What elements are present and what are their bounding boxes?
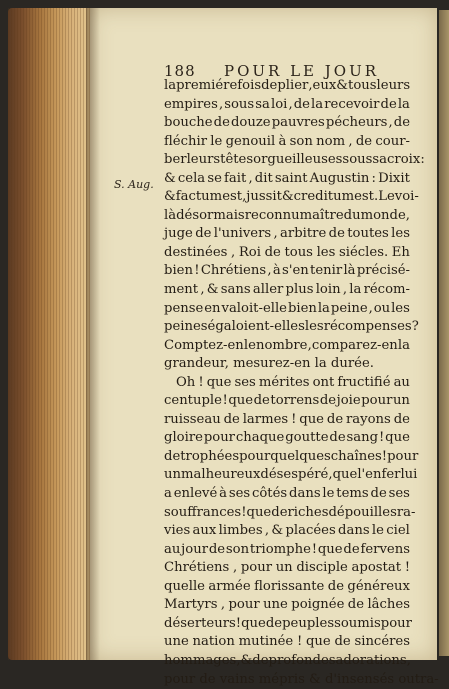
text-line: ber leurs têtes orgueilleuses sous sa croix: xyxy=(164,151,410,170)
text-line: fléchir le genouil à son nom , de cour- xyxy=(164,133,410,152)
facing-page-edge xyxy=(439,10,449,656)
spine-shadow xyxy=(86,8,100,660)
text-line: la premiére fois de plier , eux & tous leurs xyxy=(164,77,410,96)
text-line: Comptez-en le nombre , comparez-en la xyxy=(164,337,410,356)
text-line: centuple ! que de torrens de joie pour un xyxy=(164,392,410,411)
text-line: Oh ! que ses mérites ont fructifié au xyxy=(164,374,410,393)
text-line: gloire pour chaque goutte de sang ! que xyxy=(164,429,410,448)
text-line: & factum est , jussit & creditum est. Le voi- xyxy=(164,188,410,207)
text-line: juge de l'univers , arbitre de toutes les xyxy=(164,225,410,244)
text-line: ment , & sans aller plus loin , la récom- xyxy=(164,281,410,300)
text-line: de trophées pour quelques chaînes ! pour xyxy=(164,448,410,467)
text-line: vies aux limbes , & placées dans le ciel xyxy=(164,522,410,541)
text-line: bouche de douze pauvres pécheurs , de xyxy=(164,114,410,133)
text-line: pense en valoit-elle bien la peine , ou les xyxy=(164,300,410,319)
text-line: un malheureux désespéré , que l'enfer lui xyxy=(164,466,410,485)
text-line: empires , sous sa loi , de la recevoir de la xyxy=(164,96,410,115)
text-line: peines égaloient-elles les récompenses ? xyxy=(164,318,410,337)
text-line: Martyrs , pour une poignée de lâches xyxy=(164,596,410,615)
text-line: souffrances ! que de riches dépouilles ra- xyxy=(164,504,410,523)
running-title: POUR LE JOUR xyxy=(224,62,379,80)
body-text xyxy=(164,77,410,689)
text-line: ruisseau de larmes ! que de rayons de xyxy=(164,411,410,430)
text-line: hommages , & de profondes adorations , xyxy=(164,652,410,671)
text-line: une nation mutinée ! que de sincéres xyxy=(164,633,410,652)
text-line: bien ! Chrétiens , à s'en tenir là précisé- xyxy=(164,262,410,281)
text-line: grandeur, mesurez-en la durée. xyxy=(164,355,410,374)
text-line: & cela se fait , dit saint Augustin : Dixit xyxy=(164,170,410,189)
text-line: Chrétiens , pour un disciple apostat ! xyxy=(164,559,410,578)
text-line: a enlevé à ses côtés dans le tems de ses xyxy=(164,485,410,504)
text-line: là désormais reconnu maître du monde, xyxy=(164,207,410,226)
text-line: pour de vains mépris & d'insensés outra- xyxy=(164,671,410,689)
page-edge-gilt xyxy=(8,8,90,660)
text-line: quelle armée florissante de généreux xyxy=(164,578,410,597)
page-number: 188 xyxy=(164,62,196,80)
text-line: destinées , Roi de tous les siécles. Eh xyxy=(164,244,410,263)
text-line: au jour de son triomphe ! que de fervens xyxy=(164,541,410,560)
text-line: déserteurs ! que de peuples soumis pour xyxy=(164,615,410,634)
margin-note: S. Aug. xyxy=(114,178,164,194)
